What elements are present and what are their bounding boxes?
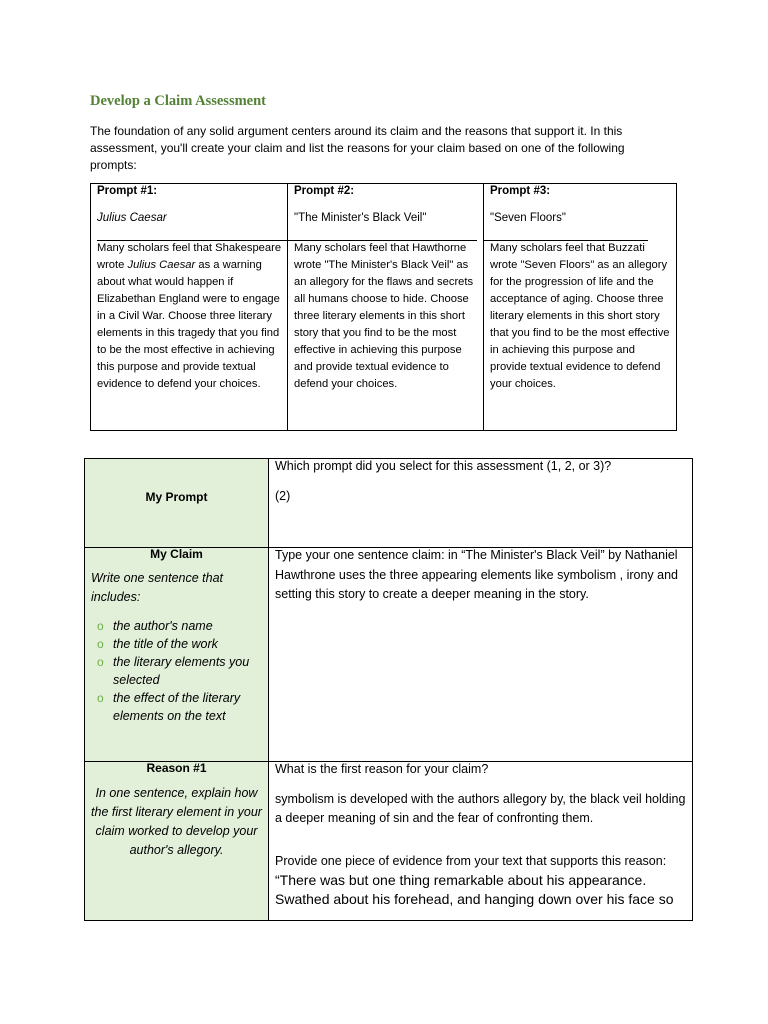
evidence-text[interactable]: “There was but one thing remarkable about his appearance. Swathed about his forehead, and hanging down over his face so: [275, 872, 674, 907]
prompt-label: Prompt #2:: [294, 185, 355, 197]
list-item: o the literary elements you selected: [97, 655, 250, 687]
response-cell[interactable]: [269, 459, 692, 547]
instruction-text: In one sentence, explain how the first literary element in your claim worked to develop your author's allegory.: [91, 786, 262, 857]
my-claim-row: [85, 547, 692, 761]
intro-paragraph: The foundation of any solid argument centers around its claim and the reasons that support it. In this assessment, you'll create your claim and list the reasons for your claim based on one of the following prompts:: [90, 124, 625, 172]
prompt-column-2: [287, 184, 483, 430]
answer-text[interactable]: symbolism is developed with the authors allegory by, the black veil holding a deeper meaning of sin and the fear of confronting them.: [275, 791, 686, 825]
prompts-table: [90, 183, 677, 431]
claim-text[interactable]: Type your one sentence claim: in “The Minister's Black Veil” by Nathaniel Hawthrone uses the three appearing elements like symbolism , irony and setting this story to create a deeper meaning in the story.: [275, 548, 678, 601]
row-label: My Prompt: [145, 490, 208, 504]
work-title: Julius Caesar: [127, 259, 196, 271]
label-cell: [85, 459, 269, 547]
response-cell[interactable]: [269, 548, 692, 761]
question-text: Which prompt did you select for this assessment (1, 2, or 3)?: [275, 459, 612, 473]
evidence-prompt: Provide one piece of evidence from your text that supports this reason:: [275, 853, 667, 868]
prompt-title: Julius Caesar: [97, 212, 167, 224]
instruction-text: Write one sentence that includes:: [91, 571, 224, 604]
prompt-label: Prompt #3:: [490, 185, 551, 197]
prompt-column-3: [483, 184, 678, 430]
answer-text[interactable]: (2): [275, 488, 291, 503]
prompt-body: Many scholars feel that Shakespeare wrote Julius Caesar as a warning about what would happen if Elizabethan England were to engage in a Civil War. Choose three literary elements in this tragedy that you find to be the most effective in achieving this purpose and provide textual evidence to defend your choices.: [97, 242, 282, 390]
page-title: Develop a Claim Assessment: [90, 93, 267, 109]
list-item: o the author's name: [97, 619, 213, 633]
prompt-title: "The Minister's Black Veil": [294, 212, 427, 224]
reason-1-row: [85, 761, 692, 921]
row-label: My Claim: [150, 547, 203, 561]
question-text: What is the first reason for your claim?: [275, 762, 489, 776]
prompt-label: Prompt #1:: [97, 185, 158, 197]
list-item: o the effect of the literary elements on the text: [97, 691, 241, 723]
requirement-list: [91, 617, 262, 725]
prompt-body: Many scholars feel that Buzzati wrote "Seven Floors" as an allegory for the progression of life and the acceptance of aging. Choose three literary elements in this short story that you find to be the most effective in achieving this purpose and provide textual evidence to defend your choices.: [490, 242, 670, 390]
prompt-body: Many scholars feel that Hawthorne wrote "The Minister's Black Veil" as an allegory for the flaws and secrets all humans choose to hide. Choose three literary elements in this short story that you find to be the most effective in achieving this purpose and provide textual evidence to defend your choices.: [294, 242, 474, 390]
list-item: o the title of the work: [97, 637, 218, 651]
label-cell: [85, 762, 269, 921]
row-label: Reason #1: [146, 761, 207, 775]
label-cell: [85, 548, 269, 761]
prompt-column-1: [91, 184, 287, 430]
prompt-title: "Seven Floors": [490, 212, 566, 224]
response-cell[interactable]: [269, 762, 692, 921]
my-prompt-row: [85, 459, 692, 547]
assessment-table: [84, 458, 693, 921]
